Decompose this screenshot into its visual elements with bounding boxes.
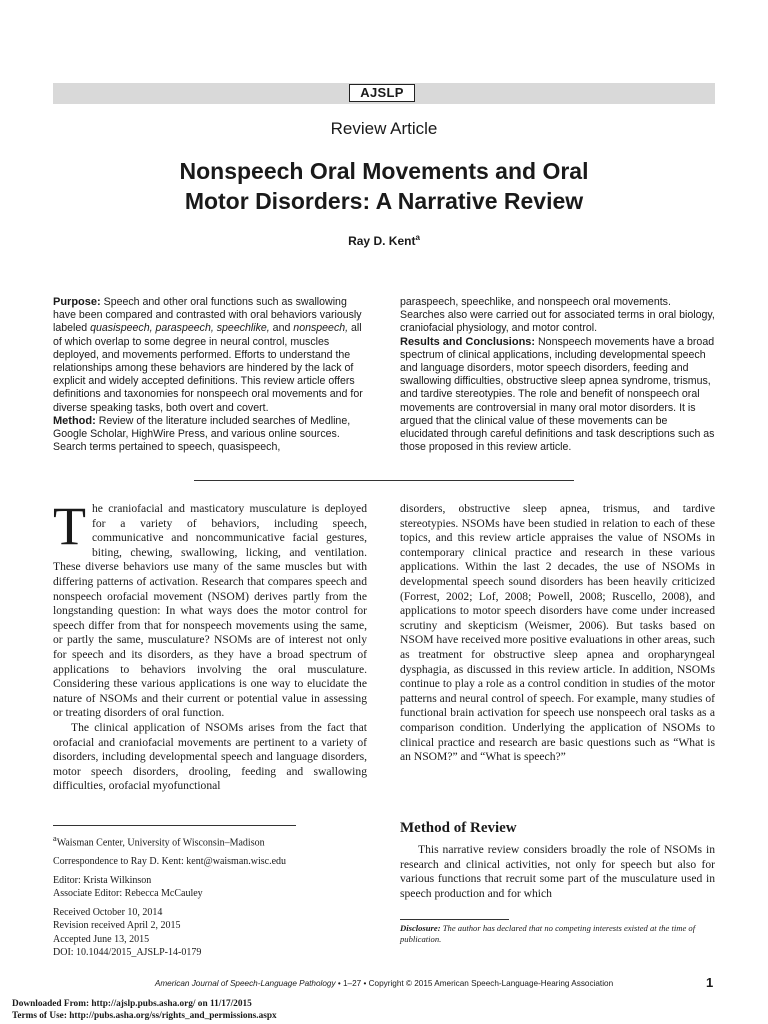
author-affiliation-marker: a [415,233,420,242]
results-text: Nonspeech movements have a broad spectrum of clinical applications, including developmental speech and language disorders, motor speech disorders, feeding and swallowing difficulties, obstructive sleep apnea syndrome, trismus, and tardive stereotypies. The role and benefit of nonspeech oral movements are controversial in many oral motor disorders. It is argued that the clinical value of these movements can be elucidated through careful definitions and task descriptions such as those proposed in this review article. [400,335,715,454]
abstract-results [400,336,715,455]
section-heading: Method of Review [400,820,517,836]
page-footer [0,979,768,988]
footnotes [53,832,367,960]
affiliation-text: Waisman Center, University of Wisconsin–Madison [56,837,265,849]
terms-of-use: Terms of Use: http://pubs.asha.org/ss/rights_and_permissions.aspx [12,1011,277,1021]
footnote-associate-editor: Associate Editor: Rebecca McCauley [53,888,203,900]
footnote-received: Received October 10, 2014 [53,906,163,918]
page-number: 1 [706,975,714,990]
article-type: Review Article [330,119,438,138]
footnote-correspondence: Correspondence to Ray D. Kent: kent@waisman.wisc.edu [53,855,287,867]
footer-journal: American Journal of Speech-Language Pathology [154,979,336,988]
drop-cap: T [53,496,86,556]
author-name: Ray D. Kent [348,234,416,248]
footer-pages: • 1–27 • [335,979,369,988]
abstract-purpose [53,296,367,415]
disclosure-divider [400,919,509,920]
footnote-revision: Revision received April 2, 2015 [53,920,181,932]
title-line-2: Motor Disorders: A Narrative Review [184,188,584,214]
abstract-right-column [400,296,715,454]
abstract-left-column [53,296,367,454]
body-right-column [400,502,715,765]
footnote-accepted: Accepted June 13, 2015 [53,933,150,945]
purpose-italic-1: quasispeech, paraspeech, speechlike, [90,322,270,335]
affiliation-marker: a [53,834,57,843]
method-label: Method: [53,414,96,427]
title-line-1: Nonspeech Oral Movements and Oral [179,158,589,184]
purpose-text-2: and [269,322,294,335]
purpose-text-3: all of which overlap to some degree in neural control, muscles deployed, and movements performed. Efforts to understand the relationships among these behaviors are hindered by the lack of explicit and widely accepted definitions. This review article offers definitions and taxonomies for nonspeech oral movements and for diverse speaking tasks, both overt and covert. [53,322,363,414]
method-text: Review of the literature included searches of Medline, Google Scholar, HighWire Press, and various online sources. Search terms pertained to speech, quasispeech, [53,414,351,454]
results-label: Results and Conclusions: [400,335,536,348]
author-line [0,233,768,248]
disclosure [400,923,715,945]
intro-paragraph-2: The clinical application of NSOMs arises from the fact that orofacial and craniofacial movements are pertinent to a variety of disorders, including developmental speech and language disorders, motor speech disorders, drooling, feeding and swallowing difficulties, orofacial myofunctional [53,720,367,793]
journal-badge: AJSLP [349,84,415,102]
abstract-method [53,415,367,455]
footnote-divider [53,825,296,826]
footer-copyright: Copyright © 2015 American Speech-Language-Hearing Association [368,979,614,988]
body-right-paragraph: disorders, obstructive sleep apnea, trismus, and tardive stereotypies. NSOMs have been studied in relation to each of these topics, and this review article appraises the value of NSOMs in contemporary clinical practice and research in these various applications. Within the last 2 decades, the use of NSOMs in developmental speech sound disorders has been heavily criticized (Forrest, 2002; Lof, 2008; Powell, 2008; Ruscello, 2008), and applications to motor speech disorders have come under increased scrutiny and skepticism (Weismer, 2006). But tasks based on NSOM have received more positive evaluations in other areas, such as treatment for obstructive sleep apnea and oropharyngeal dysphagia, as discussed in this review article. In addition, NSOMs continue to play a role as a control condition in studies of the motor patterns and neural control of speech. For example, many studies of functional brain activation for speech use nonspeech oral tasks as a comparison condition. Underlying the application of NSOMs to clinical practice and research are basic questions such as “What is an NSOM?” and “What is speech?” [400,502,715,764]
abstract-method-continued: paraspeech, speechlike, and nonspeech oral movements. Searches also were carried out for associated terms in oral biology, craniofacial physiology, and motor control. [400,296,715,335]
intro-text-1: he craniofacial and masticatory musculature is deployed for a variety of behaviors, including speech, communicative and noncommunicative facial gestures, biting, chewing, swallowing, licking, and ventilation. These diverse behaviors use many of the same muscles but with differing patterns of activation. Research that compares speech and nonspeech orofacial movement (NSOM) derives partly from the longstanding question: In what ways does the motor control for speech differ from that for nonspeech movements using the same, or partly the same, musculature? NSOMs are of interest not only for speech and its disorders, as they have a broad spectrum of applications to behaviors involving the oral musculature. Considering these various applications is one way to elucidate the nature of NSOMs and their current or potential value in assessing or treating disorders of oral function. [53,502,367,720]
abstract-divider [194,480,574,481]
footnote-editor: Editor: Krista Wilkinson [53,874,152,886]
method-paragraph: This narrative review considers broadly the role of NSOMs in research and clinical activities, not only for speech but also for various functions that recruit some part of the musculature used in speech production and for which [400,843,715,900]
purpose-label: Purpose: [53,296,101,308]
disclosure-label: Disclosure: [400,923,441,933]
disclosure-text: The author has declared that no competing interests existed at the time of publication. [400,923,696,944]
footnote-doi: DOI: 10.1044/2015_AJSLP-14-0179 [53,947,202,959]
purpose-italic-2: nonspeech, [293,322,349,335]
intro-paragraph-1 [53,496,367,721]
article-title [0,156,768,216]
body-left-column [53,496,367,794]
footnote-affiliation [53,832,367,850]
downloaded-from: Downloaded From: http://ajslp.pubs.asha.org/ on 11/17/2015 [12,999,252,1009]
download-notice [12,998,277,1022]
purpose-text-1: Speech and other oral functions such as swallowing have been compared and contrasted with oral behaviors variously labeled [53,296,362,335]
